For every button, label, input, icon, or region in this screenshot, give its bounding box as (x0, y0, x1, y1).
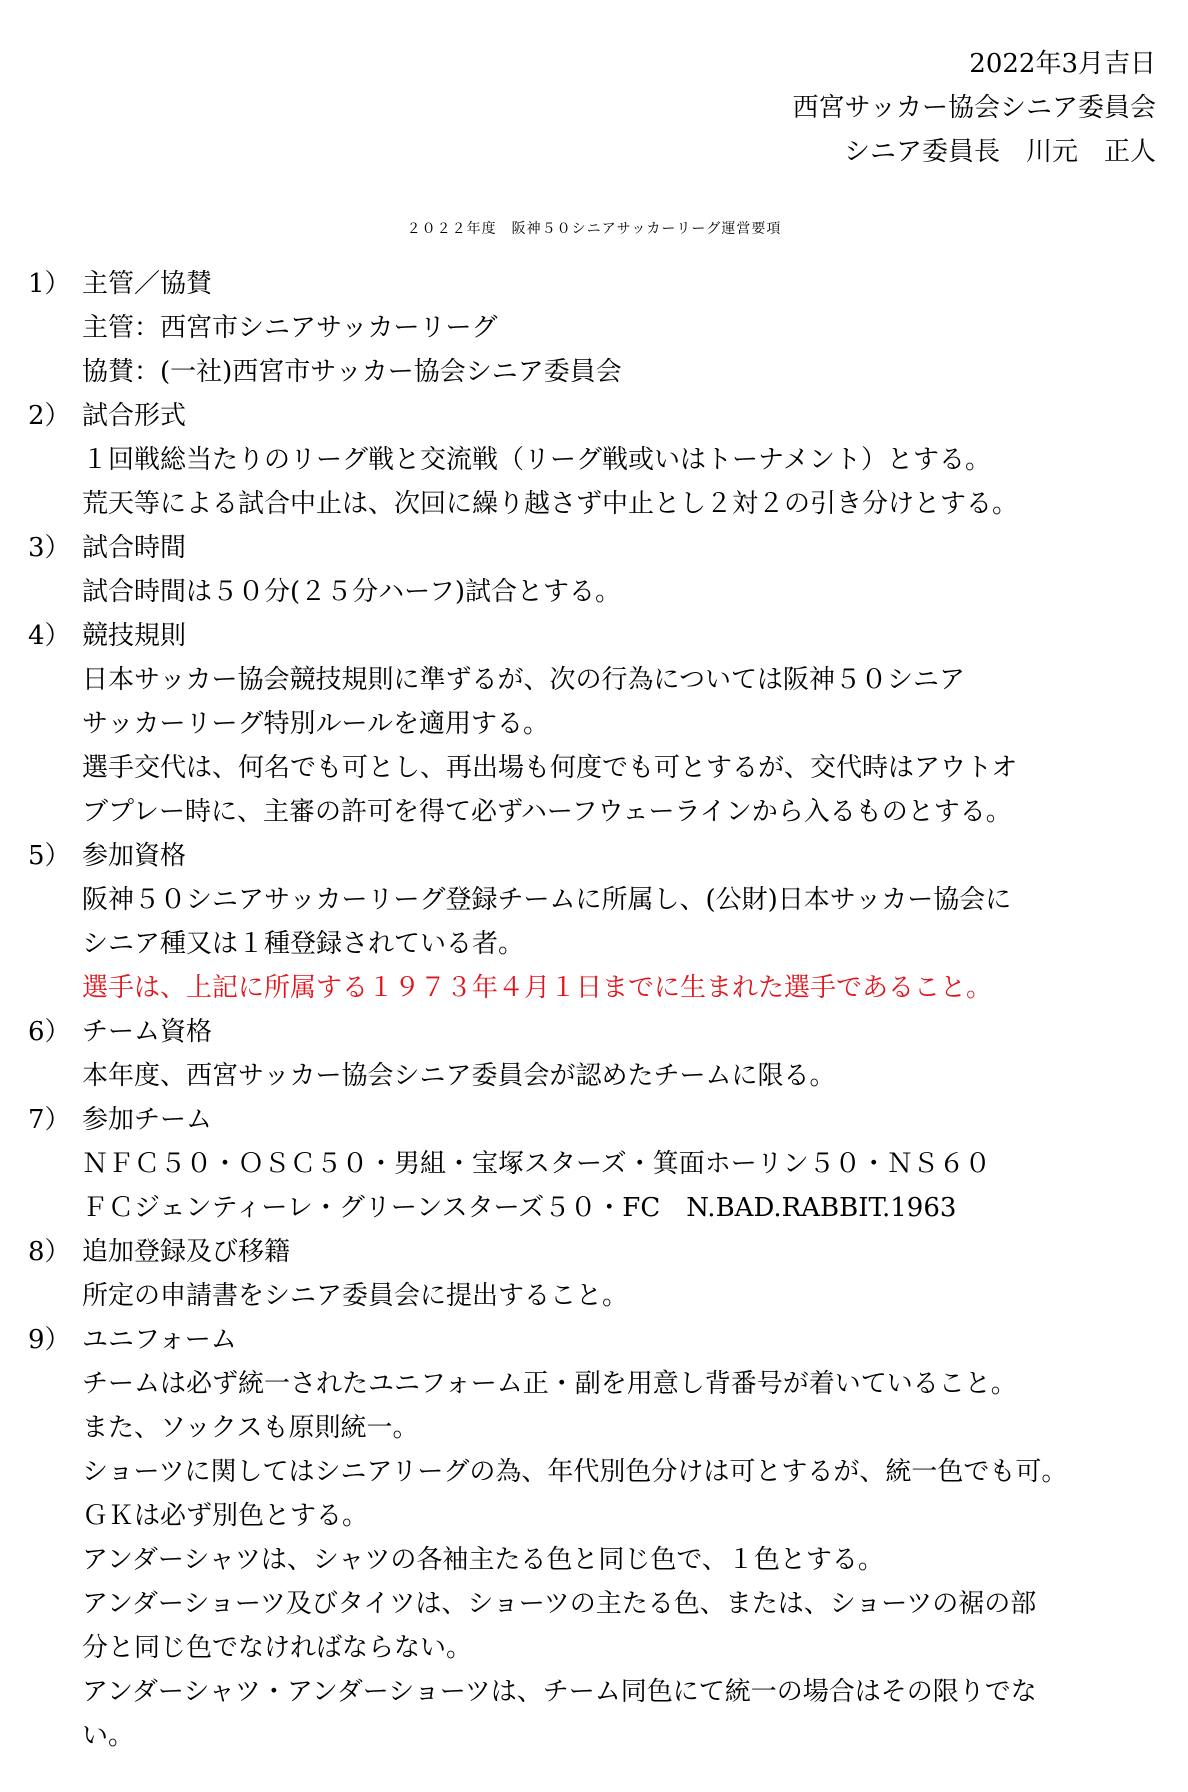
team-list-line: ＮＦＣ５０・ＯＳＣ５０・男組・宝塚スターズ・箕面ホーリン５０・ＮＳ６０ (82, 1149, 991, 1179)
document-header (793, 42, 1156, 174)
section-line: １回戦総当たりのリーグ戦と交流戦（リーグ戦或いはトーナメント）とする。 (82, 445, 991, 475)
section-number: 8） (28, 1237, 71, 1267)
section-heading (28, 1318, 1158, 1362)
section-line: サッカーリーグ特別ルールを適用する。 (82, 709, 549, 739)
section-title: チーム資格 (82, 1017, 213, 1047)
section-heading (28, 834, 1158, 878)
section-line: アンダーショーツ及びタイツは、ショーツの主たる色、または、ショーツの裾の部 (82, 1589, 1037, 1619)
section-number: 9） (28, 1325, 71, 1355)
issue-date: 2022年3月吉日 (969, 49, 1156, 79)
section-heading (28, 1098, 1158, 1142)
section-number: 4） (28, 621, 71, 651)
section-line: アンダーシャツは、シャツの各袖主たる色と同じ色で、１色とする。 (82, 1545, 884, 1575)
section-title: 参加チーム (82, 1105, 213, 1135)
section-line: チームは必ず統一されたユニフォーム正・副を用意し背番号が着いていること。 (82, 1369, 1017, 1399)
document-body (28, 262, 1158, 1758)
section-number: 6） (28, 1017, 71, 1047)
section-title: 競技規則 (82, 621, 187, 651)
section-number: 2） (28, 401, 71, 431)
chairman-name: シニア委員長 川元 正人 (843, 137, 1156, 167)
section-number: 3） (28, 533, 71, 563)
document-title: ２０２２年度 阪神５０シニアサッカーリーグ運営要項 (406, 221, 782, 237)
section-title: ユニフォーム (82, 1325, 237, 1355)
section-title: 試合形式 (82, 401, 187, 431)
section-line: ブプレー時に、主審の許可を得て必ずハーフウェーラインから入るものとする。 (82, 797, 1012, 827)
section-line: シニア種又は１種登録されている者。 (82, 929, 525, 959)
section-title: 試合時間 (82, 533, 187, 563)
section-line: 荒天等による試合中止は、次回に繰り越さず中止とし２対２の引き分けとする。 (82, 489, 1019, 519)
section-line: ショーツに関してはシニアリーグの為、年代別色分けは可とするが、統一色でも可。 (82, 1457, 1068, 1487)
section-heading (28, 526, 1158, 570)
section-heading (28, 614, 1158, 658)
section-title: 参加資格 (82, 841, 187, 871)
section-number: 5） (28, 841, 71, 871)
section-title: 主管／協賛 (82, 269, 213, 299)
section-line: 協賛：(一社)西宮市サッカー協会シニア委員会 (82, 357, 622, 387)
section-line: ＧＫは必ず別色とする。 (82, 1501, 369, 1531)
section-heading (28, 394, 1158, 438)
eligibility-highlight: 選手は、上記に所属する１９７３年４月１日までに生まれた選手であること。 (82, 973, 993, 1003)
section-number: 1） (28, 269, 71, 299)
section-line: 主管：西宮市シニアサッカーリーグ (82, 313, 498, 343)
section-line: また、ソックスも原則統一。 (82, 1413, 419, 1443)
section-line: 試合時間は５０分(２５分ハーフ)試合とする。 (82, 577, 621, 607)
section-line: 分と同じ色でなければならない。 (82, 1633, 473, 1663)
section-line: 阪神５０シニアサッカーリーグ登録チームに所属し、(公財)日本サッカー協会に (82, 885, 1012, 915)
section-line: アンダーシャツ・アンダーショーツは、チーム同色にて統一の場合はその限りでな (82, 1677, 1037, 1707)
issuing-organization: 西宮サッカー協会シニア委員会 (792, 93, 1156, 123)
section-line: 日本サッカー協会競技規則に準ずるが、次の行為については阪神５０シニア (82, 665, 965, 695)
section-line: 本年度、西宮サッカー協会シニア委員会が認めたチームに限る。 (82, 1061, 836, 1091)
team-list-line: ＦＣジェンティーレ・グリーンスターズ５０・FC N.BAD.RABBIT.1963 (82, 1193, 957, 1223)
section-line: 所定の申請書をシニア委員会に提出すること。 (82, 1281, 629, 1311)
section-heading (28, 1230, 1158, 1274)
section-line: 選手交代は、何名でも可とし、再出場も何度でも可とするが、交代時はアウトオ (82, 753, 1018, 783)
section-title: 追加登録及び移籍 (82, 1237, 291, 1267)
section-heading (28, 262, 1158, 306)
section-line: い。 (82, 1721, 135, 1751)
section-number: 7） (28, 1105, 71, 1135)
section-heading (28, 1010, 1158, 1054)
